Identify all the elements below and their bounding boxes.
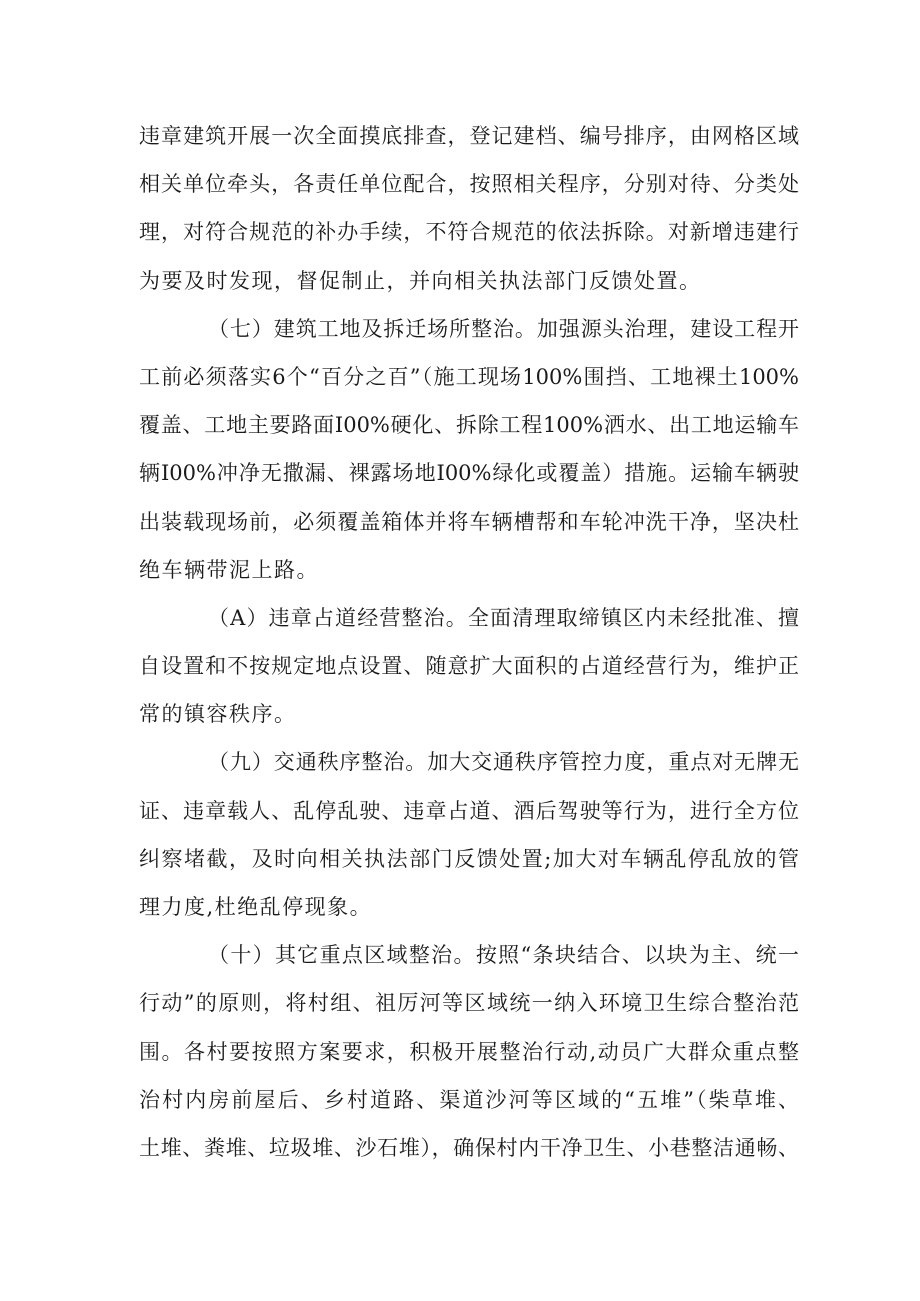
- paragraph-line: 覆盖、工地主要路面I00%硬化、拆除工程100%洒水、出工地运输车: [139, 413, 799, 438]
- paragraph-line: 行动”的原则，将村组、祖厉河等区域统一纳入环境卫生综合整治范: [139, 991, 799, 1016]
- paragraph-line: （七）建筑工地及拆迁场所整治。加强源头治理，建设工程开: [208, 316, 799, 341]
- document-body: [139, 112, 799, 1172]
- paragraph-line: 理力度,杜绝乱停现象。: [139, 895, 373, 919]
- paragraph-line: 自设置和不按规定地点设置、随意扩大面积的占道经营行为，维护正: [139, 654, 799, 679]
- paragraph-line: 常的镇容秩序。: [139, 702, 297, 727]
- paragraph-line: 辆I00%冲净无撒漏、裸露场地I00%绿化或覆盖）措施。运输车辆驶: [139, 461, 799, 486]
- paragraph-line: 出装载现场前，必须覆盖箱体并将车辆槽帮和车轮冲洗干净，坚决杜: [139, 509, 799, 534]
- paragraph-line: 治村内房前屋后、乡村道路、渠道沙河等区域的“五堆”（柴草堆、: [139, 1087, 799, 1112]
- paragraph-line: （九）交通秩序整治。加大交通秩序管控力度，重点对无牌无: [208, 750, 799, 775]
- paragraph-line: 违章建筑开展一次全面摸底排查，登记建档、编号排序，由网格区域: [139, 124, 799, 148]
- paragraph-line: 工前必须落实6个“百分之百”（施工现场100%围挡、工地裸土100%: [139, 364, 799, 389]
- paragraph-line: 纠察堵截，及时向相关执法部门反馈处置;加大对车辆乱停乱放的管: [139, 846, 799, 871]
- paragraph-line: 绝车辆带泥上路。: [139, 557, 319, 582]
- paragraph-line: 土堆、粪堆、垃圾堆、沙石堆），确保村内干净卫生、小巷整洁通畅、: [139, 1135, 799, 1160]
- paragraph-line: （A）违章占道经营整治。全面清理取缔镇区内未经批准、擅: [208, 605, 799, 630]
- paragraph-line: 为要及时发现，督促制止，并向相关执法部门反馈处置。: [139, 268, 702, 293]
- paragraph-line: 证、违章载人、乱停乱驶、违章占道、酒后驾驶等行为，进行全方位: [139, 798, 799, 823]
- paragraph-line: 理，对符合规范的补办手续，不符合规范的依法拆除。对新增违建行: [139, 220, 799, 245]
- paragraph-line: （十）其它重点区域整治。按照“条块结合、以块为主、统一: [208, 943, 799, 968]
- paragraph-line: 围。各村要按照方案要求，积极开展整治行动,动员广大群众重点整: [139, 1039, 799, 1064]
- paragraph-line: 相关单位牵头，各责任单位配合，按照相关程序，分别对待、分类处: [139, 172, 799, 197]
